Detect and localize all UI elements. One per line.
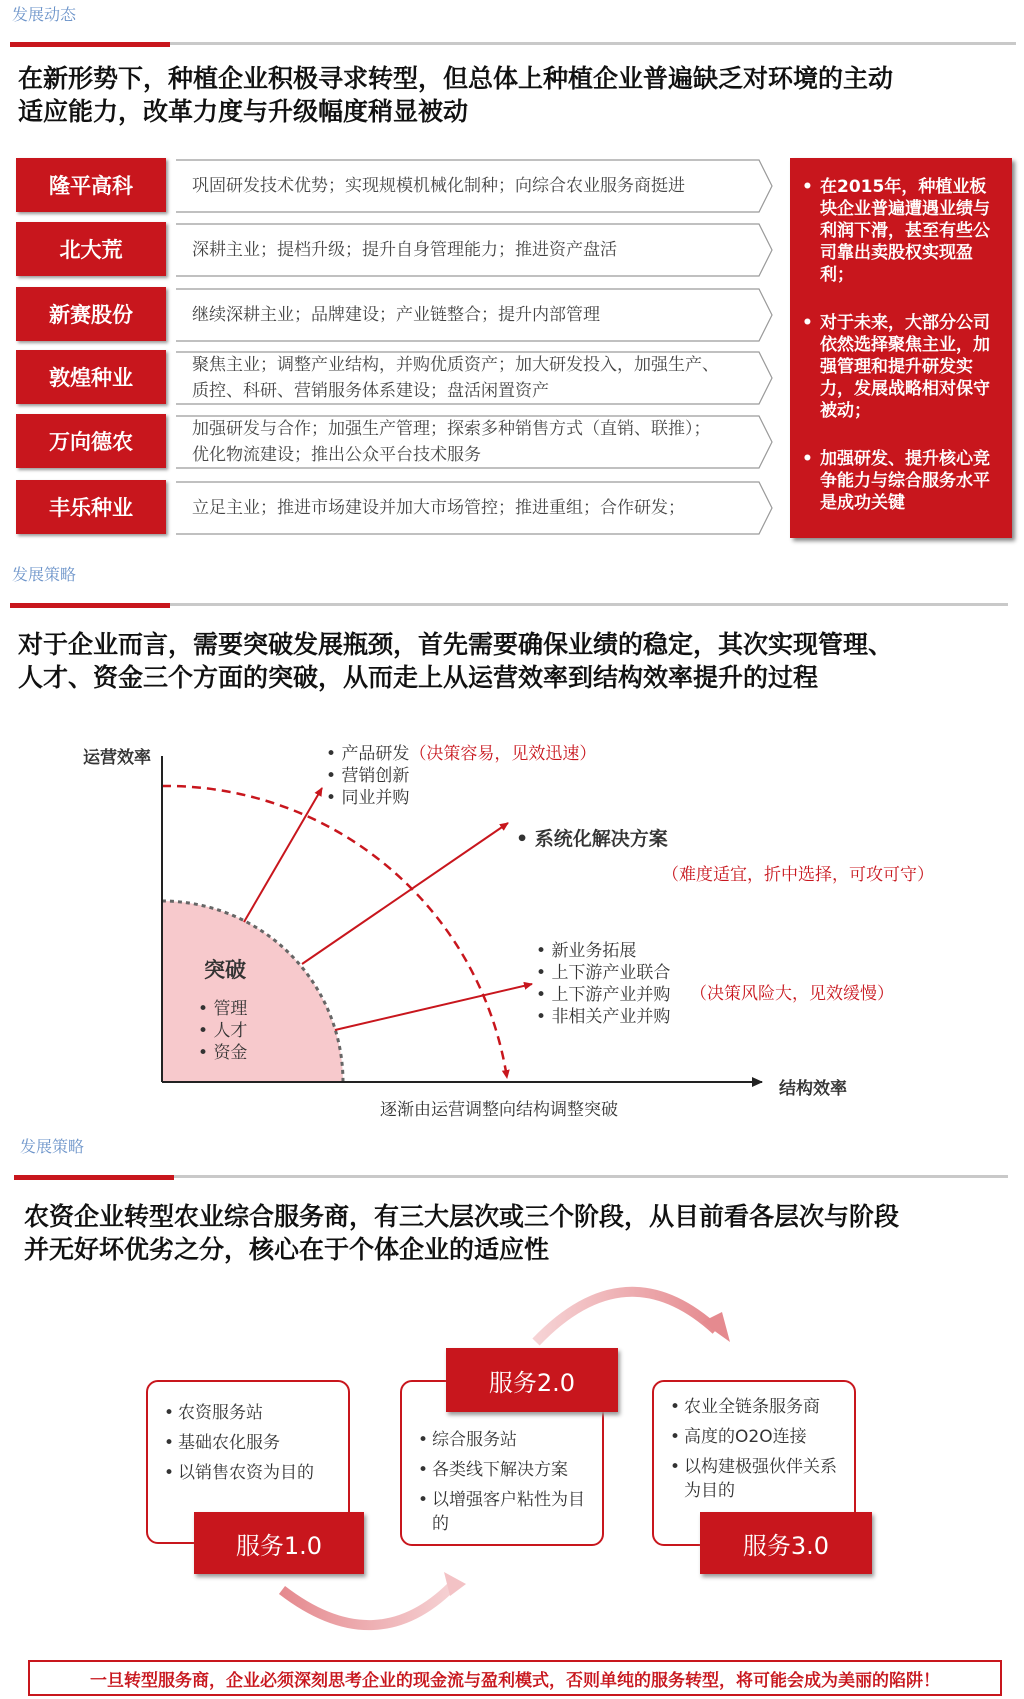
- company-strategy: [192, 350, 752, 406]
- company-name: 万向德农: [16, 414, 166, 468]
- company-row: [16, 480, 776, 536]
- company-row: [16, 222, 776, 278]
- top-item: • 营销创新: [326, 765, 596, 787]
- core-items: [198, 998, 247, 1064]
- middle-title: • 系统化解决方案: [516, 828, 668, 850]
- company-row: [16, 350, 776, 406]
- section1-label: 发展动态: [12, 5, 77, 24]
- right-items: [536, 940, 670, 1028]
- company-strategy-line: 优化物流建设；推出公众平台技术服务: [192, 445, 481, 465]
- section1-headline-line1: 在新形势下，种植企业积极寻求转型，但总体上种植企业普遍缺乏对环境的主动: [18, 64, 894, 93]
- core-item: • 人才: [198, 1020, 247, 1042]
- side-point: • 在2015年，种植业板块企业普遍遭遇业绩与利润下滑，甚至有些公司靠出卖股权实现盈利；: [820, 176, 1002, 286]
- service-1-item: • 农资服务站: [164, 1398, 314, 1428]
- section3-headline: [24, 1200, 1014, 1266]
- right-item: • 上下游产业联合: [536, 962, 670, 984]
- company-strategy-line: 立足主业；推进市场建设并加大市场管控；推进重组；合作研发；: [192, 498, 685, 518]
- service-2-title: 服务2.0: [446, 1348, 618, 1412]
- section1-divider: [10, 42, 1016, 45]
- y-axis-label: 运营效率: [83, 748, 151, 768]
- section2-divider: [10, 603, 1008, 606]
- company-row: [16, 287, 776, 343]
- company-row: [16, 158, 776, 214]
- company-strategy: [192, 158, 752, 214]
- service-2-item: • 各类线下解决方案: [418, 1458, 588, 1482]
- company-strategy: [192, 287, 752, 343]
- service-1-title: 服务1.0: [194, 1512, 364, 1574]
- x-axis-label: 结构效率: [779, 1079, 847, 1099]
- service-1-item: • 基础农化服务: [164, 1428, 314, 1458]
- section3-label: 发展策略: [20, 1137, 85, 1156]
- service-3-item: • 高度的O2O连接: [670, 1425, 840, 1449]
- company-name: 北大荒: [16, 222, 166, 276]
- company-strategy-line: 深耕主业；提档升级；提升自身管理能力；推进资产盘活: [192, 240, 617, 260]
- company-strategy: [192, 222, 752, 278]
- section2-headline-line2: 人才、资金三个方面的突破，从而走上从运营效率到结构效率提升的过程: [18, 663, 819, 692]
- section1-headline: [18, 62, 1008, 128]
- section2-label: 发展策略: [12, 565, 77, 584]
- core-title: 突破: [204, 958, 246, 982]
- company-name: 新赛股份: [16, 287, 166, 341]
- core-zone: [162, 901, 343, 1082]
- cycle-arrow-top: [536, 1292, 716, 1342]
- company-strategy: [192, 414, 752, 470]
- company-name: 隆平高科: [16, 158, 166, 212]
- service-3-items: [670, 1395, 840, 1503]
- warning-banner: 一旦转型服务商，企业必须深刻思考企业的现金流与盈利模式，否则单纯的服务转型，将可能会成为美丽的陷阱！: [28, 1660, 1002, 1696]
- top-note: （决策容易，见效迅速）: [409, 744, 597, 764]
- middle-note: （难度适宜，折中选择，可攻可守）: [662, 865, 934, 885]
- side-summary-panel: [790, 158, 1012, 538]
- top-item: • 同业并购: [326, 787, 596, 809]
- company-strategy-line: 巩固研发技术优势；实现规模机械化制种；向综合农业服务商挺进: [192, 176, 685, 196]
- service-1-item: • 以销售农资为目的: [164, 1458, 314, 1488]
- side-point: • 加强研发、提升核心竞争能力与综合服务水平是成功关键: [820, 448, 1002, 514]
- section3-headline-line1: 农资企业转型农业综合服务商，有三大层次或三个阶段，从目前看各层次与阶段: [24, 1202, 900, 1231]
- company-name: 敦煌种业: [16, 350, 166, 404]
- top-items: [326, 743, 596, 809]
- side-point: • 对于未来，大部分公司依然选择聚焦主业，加强管理和提升研发实力，发展战略相对保守被动；: [820, 312, 1002, 422]
- cycle-arrow-bottom: [282, 1582, 456, 1625]
- company-strategy-line: 聚焦主业；调整产业结构，并购优质资产；加大研发投入，加强生产、: [192, 355, 719, 375]
- section1-headline-line2: 适应能力，改革力度与升级幅度稍显被动: [18, 97, 469, 126]
- arrow-middle: [302, 823, 508, 964]
- company-strategy-line: 继续深耕主业；品牌建设；产业链整合；提升内部管理: [192, 305, 600, 325]
- section3-headline-line2: 并无好坏优劣之分，核心在于个体企业的适应性: [24, 1235, 550, 1264]
- right-note: （决策风险大，见效缓慢）: [690, 984, 894, 1004]
- service-2-item: • 综合服务站: [418, 1428, 588, 1452]
- service-2-item: • 以增强客户粘性为目的: [418, 1488, 588, 1536]
- top-item: • 产品研发（决策容易，见效迅速）: [326, 743, 596, 765]
- company-strategy-line: 加强研发与合作；加强生产管理；探索多种销售方式（直销、联推）；: [192, 419, 711, 439]
- service-3-item: • 以构建极强伙伴关系为目的: [670, 1455, 840, 1503]
- service-1-items: [164, 1398, 314, 1488]
- company-row: [16, 414, 776, 470]
- core-item: • 资金: [198, 1042, 247, 1064]
- service-3-item: • 农业全链条服务商: [670, 1395, 840, 1419]
- right-item: • 新业务拓展: [536, 940, 670, 962]
- service-3-title: 服务3.0: [700, 1512, 872, 1574]
- company-name: 丰乐种业: [16, 480, 166, 534]
- section2-headline: [18, 628, 1008, 694]
- section3-divider: [14, 1175, 1008, 1178]
- right-item: • 非相关产业并购: [536, 1006, 670, 1028]
- right-item: • 上下游产业并购: [536, 984, 670, 1006]
- bottom-caption: 逐渐由运营调整向结构调整突破: [380, 1100, 618, 1120]
- arrow-right: [335, 984, 532, 1030]
- service-2-items: [418, 1428, 588, 1536]
- arrow-top: [244, 788, 322, 922]
- section2-headline-line1: 对于企业而言，需要突破发展瓶颈，首先需要确保业绩的稳定，其次实现管理、: [18, 630, 894, 659]
- company-strategy-line: 质控、科研、营销服务体系建设；盘活闲置资产: [192, 381, 549, 401]
- company-strategy: [192, 480, 752, 536]
- core-item: • 管理: [198, 998, 247, 1020]
